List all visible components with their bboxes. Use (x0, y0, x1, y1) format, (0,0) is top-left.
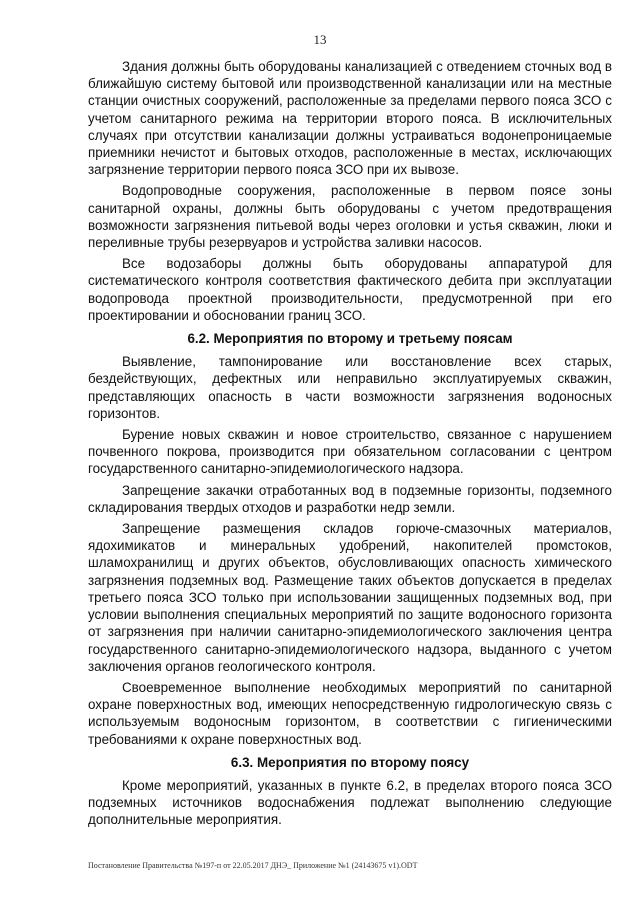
paragraph-wells: Выявление, тампонирование или восстановление всех старых, бездействующих, дефектных или неправильно эксплуатируемых скважин, представляющих опасность в части возможности загрязнения водоносных горизонтов. (88, 354, 612, 421)
document-body (88, 58, 612, 833)
paragraph-storage-ban: Запрещение размещения складов горюче-смазочных материалов, ядохимикатов и минеральных удобрений, накопителей промстоков, шламохранилищ и других объектов, обусловливающих опасность химического загрязнения подземных вод. Размещение таких объектов допускается в пределах третьего пояса ЗСО только при использовании защищенных подземных вод, при условии выполнения специальных мероприятий по защите водоносного горизонта от загрязнения при наличии санитарно-эпидемиологического заключения центра государственного санитарно-эпидемиологического надзора, выданного с учетом заключения органов геологического контроля. (88, 521, 612, 674)
section-heading-6-3: 6.3. Мероприятия по второму поясу (230, 754, 470, 770)
paragraph-sewerage: Здания должны быть оборудованы канализацией с отведением сточных вод в ближайшую систему бытовой или производственной канализации или на местные станции очистных сооружений, расположенные за пределами первого пояса ЗСО с учетом санитарного режима на территории второго пояса. В исключительных случаях при отсутствии канализации должны устраиваться водонепроницаемые приемники нечистот и бытовых отходов, расположенные в местах, исключающих загрязнение территории первого пояса ЗСО при их вывозе. (88, 59, 612, 178)
section-heading-6-2: 6.2. Мероприятия по второму и третьему поясам (187, 331, 513, 347)
paragraph-injection-ban: Запрещение закачки отработанных вод в подземные горизонты, подземного складирования твердых отходов и разработки недр земли. (88, 482, 612, 515)
paragraph-additional-measures: Кроме мероприятий, указанных в пункте 6.2, в пределах второго пояса ЗСО подземных источников водоснабжения подлежат выполнению следующие дополнительные мероприятия. (88, 777, 612, 828)
paragraph-surface-water: Своевременное выполнение необходимых мероприятий по санитарной охране поверхностных вод, имеющих непосредственную гидрологическую связь с используемым водоносным горизонтом, в соответствии с гигиеническими требованиями к охране поверхностных вод. (88, 679, 612, 747)
paragraph-water-structures: Водопроводные сооружения, расположенные в первом поясе зоны санитарной охраны, должны быть оборудованы с учетом предотвращения возможности загрязнения питьевой воды через оголовки и устья скважин, люки и переливные трубы резервуаров и устройства заливки насосов. (88, 183, 612, 251)
page-number: 13 (313, 32, 327, 47)
paragraph-water-intakes: Все водозаборы должны быть оборудованы аппаратурой для систематического контроля соответствия фактического дебита при эксплуатации водопровода проектной производительности, предусмотренной при его проектировании и обосновании границ ЗСО. (88, 256, 612, 323)
document-footer: Постановление Правительства №197-п от 22.05.2017 ДНЭ_ Приложение №1 (24143675 v1).ODT (88, 861, 418, 870)
paragraph-drilling: Бурение новых скважин и новое строительство, связанное с нарушением почвенного покрова, производится при обязательном согласовании с центром государственного санитарно-эпидемиологического надзора. (88, 427, 612, 477)
